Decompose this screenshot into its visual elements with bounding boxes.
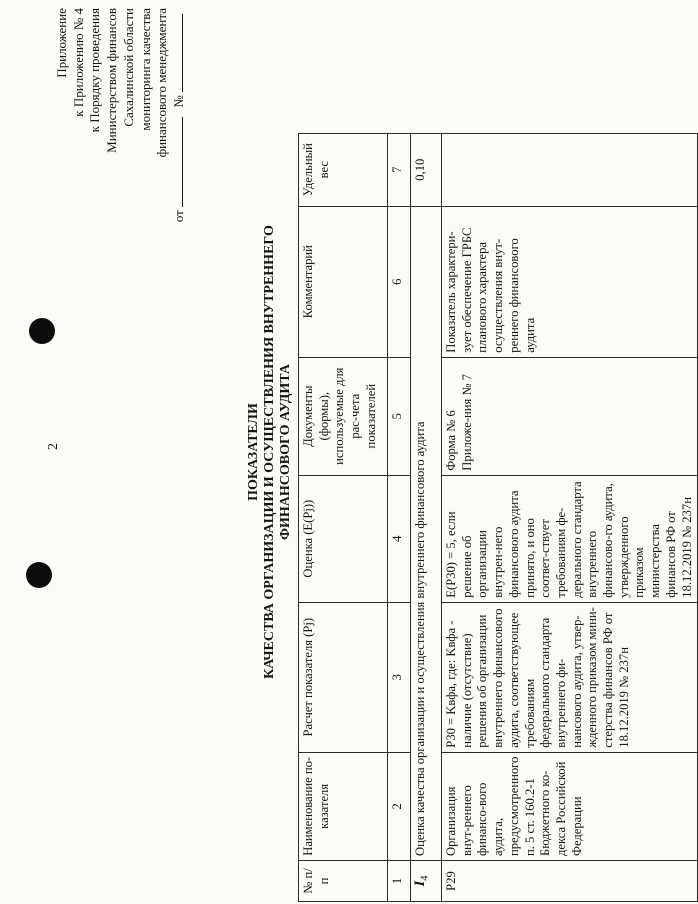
appendix-line: мониторинга качества bbox=[137, 8, 153, 131]
appendix-line: к Порядку проведения bbox=[87, 8, 103, 133]
header-cell: Документы (формы), используемые для рас-чета показателей bbox=[299, 357, 388, 475]
header-cell: Оценка (E(Pj)) bbox=[299, 475, 388, 602]
indicators-table bbox=[298, 133, 698, 902]
indicator-name: Организация внут-реннего финансо-вого аудита, предусмотренного п. 5 ст. 160.2-1 Бюджетного ко-декса Российской Федерации bbox=[442, 752, 698, 860]
header-cell: № п/п bbox=[299, 861, 388, 902]
number-prefix: № bbox=[170, 95, 186, 108]
date-blank bbox=[171, 117, 183, 207]
section-weight: 0,10 bbox=[411, 133, 442, 206]
column-number: 1 bbox=[388, 861, 411, 902]
column-number: 2 bbox=[388, 752, 411, 860]
section-label: Оценка качества организации и осуществления внутреннего финансового аудита bbox=[411, 206, 442, 860]
header-cell: Комментарий bbox=[299, 206, 388, 357]
column-number-row bbox=[388, 133, 411, 901]
title-line: ПОКАЗАТЕЛИ bbox=[246, 403, 261, 501]
indicator-evaluation: E(P30) = 5, если решение об организации внутрен-него финансового аудита принято, и оно соответ-ствует требованиям фе-дерального стандарта внутреннего финансово-го аудита, утвержденного приказом министерства финансов РФ от 18.12.2019 № 237н bbox=[442, 475, 698, 602]
column-number: 5 bbox=[388, 357, 411, 475]
appendix-line: финансового менеджмента bbox=[154, 8, 170, 158]
title-line: КАЧЕСТВА ОРГАНИЗАЦИИ И ОСУЩЕСТВЛЕНИЯ ВНУТРЕННЕГО bbox=[262, 225, 277, 679]
column-number: 3 bbox=[388, 602, 411, 752]
row-number: P29 bbox=[442, 861, 698, 902]
page-number: 2 bbox=[46, 443, 61, 450]
appendix-line: Приложение bbox=[54, 8, 69, 78]
column-number: 7 bbox=[388, 133, 411, 206]
header-row bbox=[299, 133, 388, 901]
indicator-comment: Показатель характери-зует обеспечение ГРБС планового характера осуществления внут-реннего финансового аудита bbox=[442, 206, 698, 357]
appendix-block bbox=[54, 8, 188, 308]
number-blank bbox=[171, 14, 183, 92]
column-number: 4 bbox=[388, 475, 411, 602]
header-cell: Удельный вес bbox=[299, 133, 388, 206]
header-cell: Наименование по-казателя bbox=[299, 752, 388, 860]
table-row bbox=[442, 133, 698, 901]
indicator-weight bbox=[442, 133, 698, 206]
appendix-line: Сахалинской области bbox=[120, 8, 136, 127]
title-line: ФИНАНСОВОГО АУДИТА bbox=[278, 364, 293, 540]
section-symbol: $I_4$ bbox=[411, 861, 442, 902]
indicator-calculation: P30 = Kвфа, где: Kвфа - наличие (отсутствие) решения об организации внутреннего финансового аудита, соответствующее требованиям федерального стандарта внутреннего фи-нансового аудита, утвер-жденного приказом мини-стерства финансов РФ от 18.12.2019 № 237н bbox=[442, 602, 698, 752]
appendix-line: к Приложению № 4 bbox=[70, 8, 86, 117]
section-row bbox=[411, 133, 442, 901]
document-title bbox=[246, 0, 294, 904]
date-prefix: от bbox=[170, 210, 186, 223]
header-cell: Расчет показателя (Pj) bbox=[299, 602, 388, 752]
column-number: 6 bbox=[388, 206, 411, 357]
appendix-line: Министерством финансов bbox=[104, 8, 120, 153]
appendix-date-line bbox=[171, 8, 188, 308]
indicator-documents: Форма № 6 Приложе-ния № 7 bbox=[442, 357, 698, 475]
